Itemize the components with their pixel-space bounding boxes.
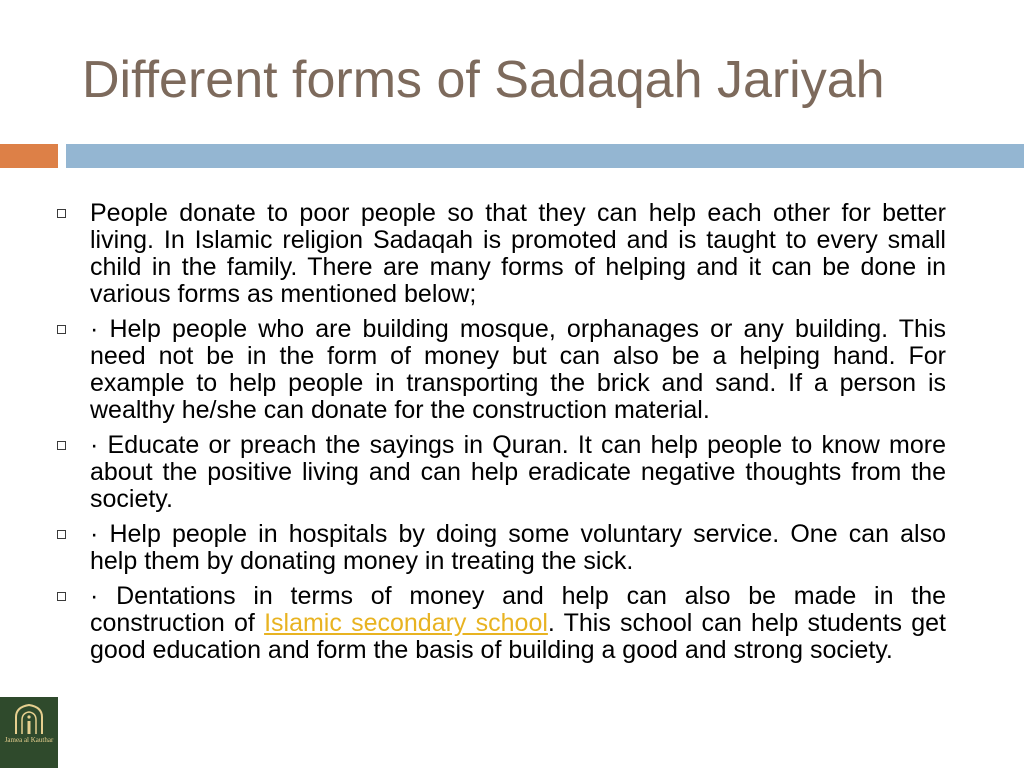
- bullet-text: · Help people who are building mosque, orphanages or any building. This need not be in the form of money but can also be a helping hand. For example to help people in transporting the brick and sand. If a person is wealthy he/she can donate for the construction material.: [90, 315, 946, 424]
- jamea-al-kauthar-logo: [0, 697, 58, 768]
- square-bullet-icon: [57, 209, 66, 218]
- bullet-text: · Help people in hospitals by doing some voluntary service. One can also help them by donating money in treating the sick.: [90, 520, 946, 575]
- bullet-item: [50, 521, 946, 575]
- bullet-text-before-link: · Dentations in terms of money and help can also be made in the construction of: [90, 582, 946, 637]
- square-bullet-icon: [57, 325, 66, 334]
- bullet-item: [50, 583, 946, 664]
- mosque-arch-icon: [12, 703, 46, 735]
- title-accent-bar-blue: [66, 144, 1024, 168]
- bullet-text: · Educate or preach the sayings in Quran. It can help people to know more about the positive living and can help eradicate negative thoughts from the society.: [90, 431, 946, 513]
- bullet-item: [50, 432, 946, 513]
- title-accent-bar-orange: [0, 144, 58, 168]
- slide-title: Different forms of Sadaqah Jariyah: [82, 51, 885, 109]
- bullet-item: [50, 316, 946, 424]
- square-bullet-icon: [57, 530, 66, 539]
- bullet-item: [50, 200, 946, 308]
- islamic-secondary-school-link[interactable]: Islamic secondary school: [264, 609, 548, 637]
- square-bullet-icon: [57, 592, 66, 601]
- bullet-text-after-link: . This school can help students get good education and form the basis of building a good and strong society.: [90, 609, 947, 664]
- square-bullet-icon: [57, 441, 66, 450]
- bullet-list: [50, 200, 946, 672]
- logo-text: Jamea al Kauthar: [4, 736, 54, 744]
- bullet-text: People donate to poor people so that they can help each other for better living. In Islamic religion Sadaqah is promoted and is taught to every small child in the family. There are many forms of helping and it can be done in various forms as mentioned below;: [90, 199, 946, 308]
